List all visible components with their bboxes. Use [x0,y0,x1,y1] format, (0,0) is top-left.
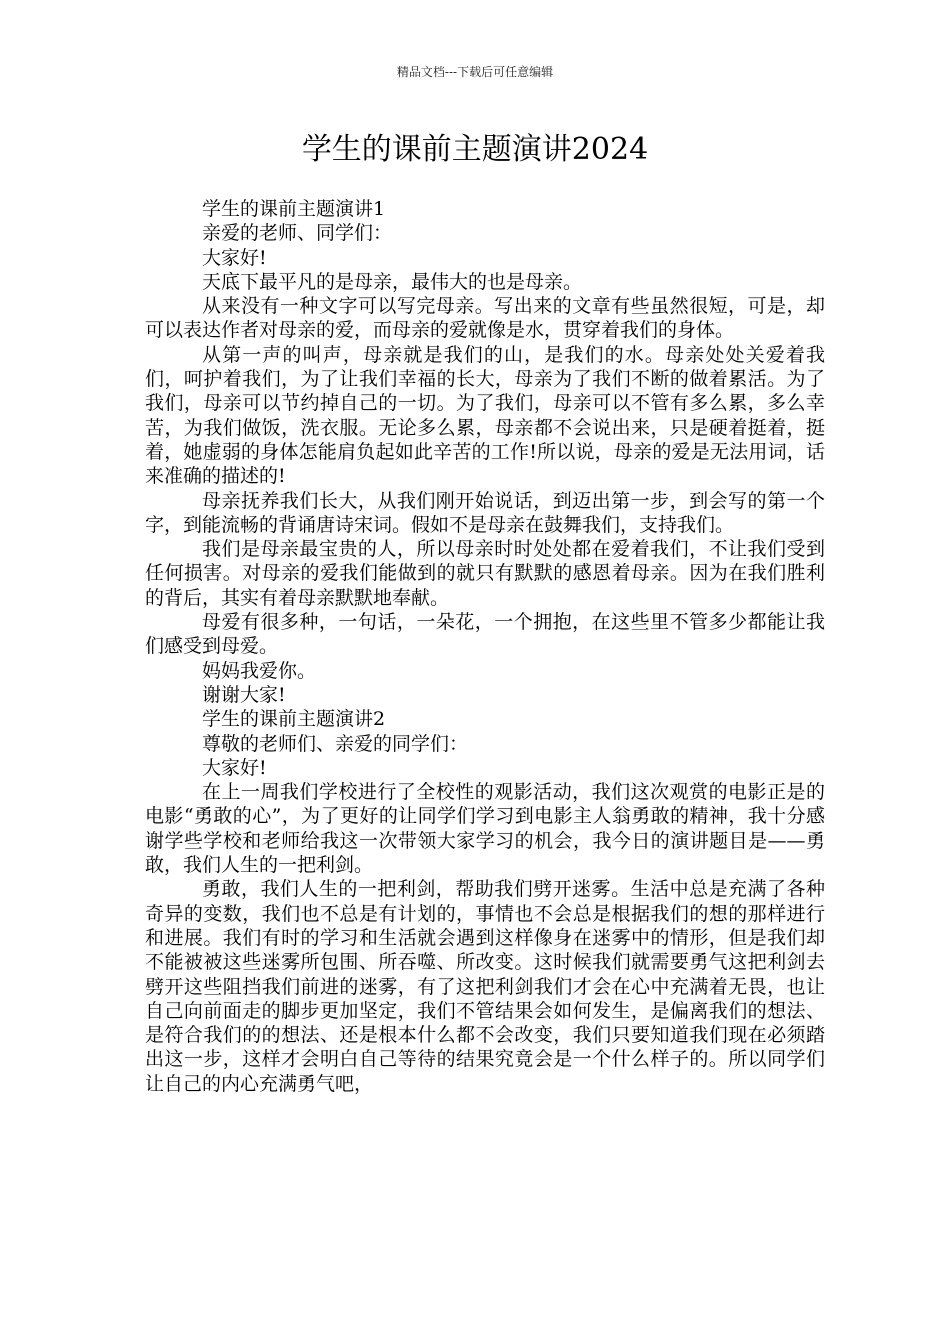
paragraph: 谢谢大家! [202,683,286,706]
paragraph: 从来没有一种文字可以写完母亲。写出来的文章有些虽然很短，可是，却可以表达作者对母亲的爱，而母亲的爱就像是水，贯穿着我们的身体。 [145,295,825,342]
paragraph: 天底下最平凡的是母亲，最伟大的也是母亲。 [202,270,583,293]
paragraph: 在上一周我们学校进行了全校性的观影活动，我们这次观赏的电影正是的电影“勇敢的心”，为了更好的让同学们学习到电影主人翁勇敢的精神，我十分感谢学些学校和老师给我这一次带领大家学习的机会，我今日的演讲题目是——勇敢，我们人生的一把利剑。 [145,781,825,877]
header-note: 精品文档---下载后可任意编辑 [396,65,554,79]
paragraph: 母亲抚养我们长大，从我们刚开始说话，到迈出第一步，到会写的第一个字，到能流畅的背诵唐诗宋词。假如不是母亲在鼓舞我们，支持我们。 [145,489,825,536]
paragraph: 大家好! [202,756,267,779]
paragraph: 勇敢，我们人生的一把利剑，帮助我们劈开迷雾。生活中总是充满了各种奇异的变数，我们也不总是有计划的，事情也不会总是根据我们的想的那样进行和进展。我们有时的学习和生活就会遇到这样像身在迷雾中的情形，但是我们却不能被被这些迷雾所包围、所吞噬、所改变。这时候我们就需要勇气这把利剑去劈开这些阻挡我们前进的迷雾，有了这把利剑我们才会在心中充满着无畏，也让自己向前面走的脚步更加坚定，我们不管结果会如何发生，是偏离我们的想法、是符合我们的的想法、还是根本什么都不会改变，我们只要知道我们现在必须踏出这一步，这样才会明白自己等待的结果究竟会是一个什么样子的。所以同学们让自己的内心充满勇气吧， [145,878,825,1095]
paragraph: 从第一声的叫声，母亲就是我们的山，是我们的水。母亲处处关爱着我们，呵护着我们，为了让我们幸福的长大，母亲为了我们不断的做着累活。为了我们，母亲可以节约掉自己的一切。为了我们，母亲可以不管有多么累，多么幸苦，为我们做饭，洗衣服。无论多么累，母亲都不会说出来，只是硬着挺着，挺着，她虚弱的身体怎能肩负起如此辛苦的工作!所以说，母亲的爱是无法用词，话来准确的描述的! [145,343,825,488]
paragraph: 我们是母亲最宝贵的人，所以母亲时时处处都在爱着我们，不让我们受到任何损害。对母亲的爱我们能做到的就只有默默的感恩着母亲。因为在我们胜利的背后，其实有着母亲默默地奉献。 [145,538,825,609]
paragraph: 学生的课前主题演讲2 [202,708,386,731]
paragraph: 大家好! [202,246,267,269]
document-title: 学生的课前主题演讲2024 [301,132,649,167]
document-body [145,197,825,1096]
paragraph: 妈妈我爱你。 [202,659,317,682]
paragraph: 母爱有很多种，一句话，一朵花，一个拥抱，在这些里不管多少都能让我们感受到母爱。 [145,611,825,658]
paragraph: 亲爱的老师、同学们： [202,222,393,245]
paragraph: 学生的课前主题演讲1 [202,198,386,220]
paragraph: 尊敬的老师们、亲爱的同学们： [202,732,469,755]
